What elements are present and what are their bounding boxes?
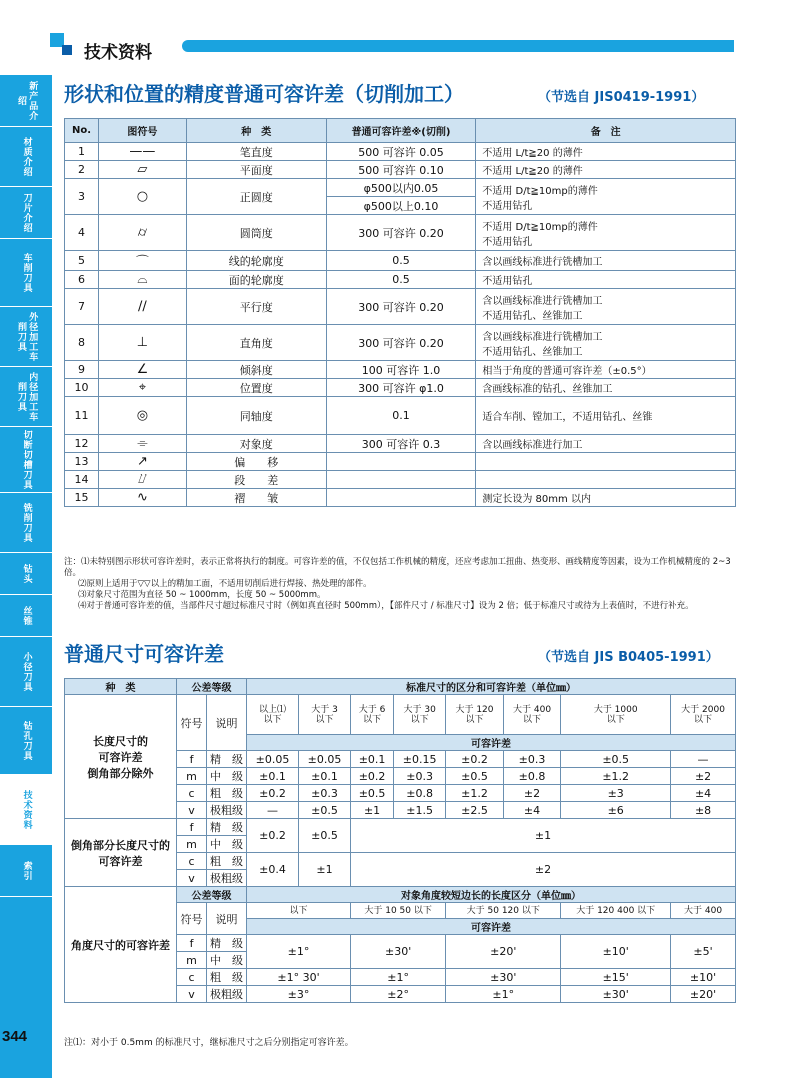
tolerance-kind: 圆筒度	[186, 215, 326, 251]
table-row	[65, 397, 736, 435]
sidebar-item[interactable]: 丝锥	[0, 595, 52, 637]
tolerance-value: ±1.2	[446, 785, 504, 802]
grade-symbol: f	[177, 751, 207, 768]
tolerance-value: ±10'	[671, 969, 736, 986]
tolerance-value: ±1	[299, 853, 351, 887]
tolerance-kind: 位置度	[186, 379, 326, 397]
range-header: 大于 6 以下	[351, 695, 394, 735]
tolerance-header: 可容许差	[247, 735, 736, 751]
tolerance-value	[326, 471, 476, 489]
grade-description: 中 级	[207, 836, 247, 853]
angle-tolerance-label: 角度尺寸的可容许差	[65, 887, 177, 1003]
tolerance-kind: 线的轮廓度	[186, 251, 326, 271]
angle-range: 大于 400	[671, 903, 736, 919]
range-header: 大于 2000 以下	[671, 695, 736, 735]
tolerance-value: ±3°	[247, 986, 351, 1003]
grade-description: 粗 级	[207, 785, 247, 802]
header-description: 说明	[207, 903, 247, 935]
tolerance-value: ±0.5	[351, 785, 394, 802]
note-line: ⑷对于普通可容许差的值，当部件尺寸超过标准尺寸时（例如真直径时 500mm），【部件尺寸 / 标准尺寸】设为 2 倍；低于标准尺寸或待为上表值时，不进行补充。	[78, 601, 694, 611]
row-number: 14	[65, 471, 99, 489]
row-note: 适合车削、镗加工，不适用钻孔、丝锥	[476, 397, 736, 435]
column-header: 种 类	[186, 119, 326, 143]
tolerance-kind: 平行度	[186, 289, 326, 325]
tolerance-value: ±4	[503, 802, 561, 819]
tolerance-value: ±0.05	[299, 751, 351, 768]
row-note: 含画线标准的钻孔、丝锥加工	[476, 379, 736, 397]
column-header: 图符号	[98, 119, 186, 143]
tolerance-value: ±0.2	[247, 819, 299, 853]
row-note: 含以画线标准进行铣槽加工 不适用钻孔、丝锥加工	[476, 289, 736, 325]
row-note: 不适用 L/t≧20 的薄件	[476, 143, 736, 161]
grade-symbol: m	[177, 952, 207, 969]
row-number: 4	[65, 215, 99, 251]
row-note: 含以画线标准进行铣槽加工	[476, 251, 736, 271]
header-grade: 公差等级	[177, 679, 247, 695]
table-row	[65, 379, 736, 397]
tolerance-value: ±0.1	[351, 751, 394, 768]
tolerance-value: 300 可容许 0.3	[326, 435, 476, 453]
tolerance-value: 0.5	[326, 251, 476, 271]
section2-source: （节选自 JIS B0405-1991）	[538, 650, 719, 665]
header-grade: 公差等级	[177, 887, 247, 903]
tolerance-value: ±1	[351, 819, 736, 853]
tolerance-kind: 直角度	[186, 325, 326, 361]
header-description: 说明	[207, 695, 247, 751]
geometric-symbol-icon: ○	[98, 179, 186, 215]
tolerance-value: ±0.1	[299, 768, 351, 785]
tolerance-value: ±1.2	[561, 768, 671, 785]
section1-notes	[64, 557, 736, 612]
tolerance-value: ±0.4	[247, 853, 299, 887]
sidebar-item[interactable]: 外径加工车削刀具	[0, 307, 52, 367]
tolerance-kind: 面的轮廓度	[186, 271, 326, 289]
grade-symbol: m	[177, 768, 207, 785]
tolerance-value	[326, 453, 476, 471]
grade-symbol: c	[177, 853, 207, 870]
geometric-symbol-icon: ⌭	[98, 215, 186, 251]
grade-description: 精 级	[207, 819, 247, 836]
tolerance-value: ±1° 30'	[247, 969, 351, 986]
grade-description: 粗 级	[207, 853, 247, 870]
page-header-title: 技术资料	[84, 43, 152, 63]
grade-description: 极粗级	[207, 986, 247, 1003]
row-number: 12	[65, 435, 99, 453]
table-row	[65, 361, 736, 379]
sidebar-item[interactable]: 刀片介绍	[0, 187, 52, 239]
tolerance-value: 500 可容许 0.10	[326, 161, 476, 179]
sidebar-item[interactable]: 技术资料	[0, 775, 52, 845]
tolerance-value: ±1°	[247, 935, 351, 969]
table-row	[65, 215, 736, 251]
tolerance-value: ±8	[671, 802, 736, 819]
tolerance-value: 300 可容许 0.20	[326, 325, 476, 361]
table-row	[65, 471, 736, 489]
tolerance-kind: 笔直度	[186, 143, 326, 161]
grade-description: 粗 级	[207, 969, 247, 986]
tolerance-value: 300 可容许 0.20	[326, 289, 476, 325]
tolerance-value: ±0.3	[394, 768, 446, 785]
table-row	[65, 435, 736, 453]
table-row	[65, 489, 736, 507]
tolerance-kind: 平面度	[186, 161, 326, 179]
row-number: 3	[65, 179, 99, 215]
tolerance-value: ±30'	[561, 986, 671, 1003]
row-note: 相当于角度的普通可容许差（±0.5°）	[476, 361, 736, 379]
geometric-symbol-icon: ▱	[98, 161, 186, 179]
sidebar-item[interactable]: 材质介绍	[0, 127, 52, 187]
geometric-symbol-icon: ⌓	[98, 271, 186, 289]
range-header: 大于 3 以下	[299, 695, 351, 735]
row-note: 含以画线标准进行加工	[476, 435, 736, 453]
tolerance-value: ±0.3	[503, 751, 561, 768]
table-row	[65, 887, 736, 903]
grade-symbol: v	[177, 986, 207, 1003]
tolerance-value: ±1°	[446, 986, 561, 1003]
length-tolerance-label: 长度尺寸的 可容许差 倒角部分除外	[65, 695, 177, 819]
tolerance-value: 500 可容许 0.05	[326, 143, 476, 161]
footnote: 注⑴：对小于 0.5mm 的标准尺寸，继标准尺寸之后分别指定可容许差。	[64, 1038, 354, 1048]
header-symbol: 符号	[177, 903, 207, 935]
section1-source: （节选自 JIS0419-1991）	[538, 90, 705, 105]
grade-description: 中 级	[207, 768, 247, 785]
dimension-tolerance-table	[64, 678, 736, 1003]
tolerance-value: ±4	[671, 785, 736, 802]
column-header: No.	[65, 119, 99, 143]
tolerance-value: ±0.5	[299, 819, 351, 853]
header-range: 标准尺寸的区分和可容许差（单位㎜）	[247, 679, 736, 695]
tolerance-value	[326, 489, 476, 507]
geometric-symbol-icon: ⊥	[98, 325, 186, 361]
tolerance-value: ±0.3	[299, 785, 351, 802]
header-square-dark	[62, 45, 72, 55]
grade-description: 极粗级	[207, 802, 247, 819]
range-header: 大于 400 以下	[503, 695, 561, 735]
geometric-symbol-icon: ∕∕	[98, 289, 186, 325]
tolerance-value: ±0.2	[247, 785, 299, 802]
tolerance-kind: 褶 皱	[186, 489, 326, 507]
tolerance-value: ±0.05	[247, 751, 299, 768]
table-row	[65, 695, 736, 735]
column-header: 备 注	[476, 119, 736, 143]
angle-range: 大于 10 50 以下	[351, 903, 446, 919]
range-header: 大于 120 以下	[446, 695, 504, 735]
tolerance-kind: 正圆度	[186, 179, 326, 215]
tolerance-value: ±0.8	[394, 785, 446, 802]
sidebar-item[interactable]: 车削刀具	[0, 239, 52, 307]
tolerance-value: ±6	[561, 802, 671, 819]
row-number: 15	[65, 489, 99, 507]
angle-range: 大于 120 400 以下	[561, 903, 671, 919]
row-note	[476, 471, 736, 489]
row-note: 不适用 D/t≧10mp的薄件 不适用钻孔	[476, 179, 736, 215]
tolerance-value: —	[247, 802, 299, 819]
chamfer-tolerance-label: 倒角部分长度尺寸的 可容许差	[65, 819, 177, 887]
sidebar-item[interactable]: 铣削刀具	[0, 493, 52, 553]
row-note: 不适用 D/t≧10mp的薄件 不适用钻孔	[476, 215, 736, 251]
grade-description: 中 级	[207, 952, 247, 969]
sidebar-item[interactable]: 钻孔刀具	[0, 707, 52, 775]
tolerance-value: ±1°	[351, 969, 446, 986]
table-row	[65, 819, 736, 836]
tolerance-value: ±10'	[561, 935, 671, 969]
tolerance-value: ±30'	[446, 969, 561, 986]
sidebar-item[interactable]: 钻头	[0, 553, 52, 595]
tolerance-kind: 同轴度	[186, 397, 326, 435]
tolerance-kind: 段 差	[186, 471, 326, 489]
range-header: 以上⑴ 以下	[247, 695, 299, 735]
note-line: 注：⑴未特别图示形状可容许差时，表示正常将执行的制度。可容许差的值，不仅包括工作机械的精度，还应考虑加工扭曲、热变形、画线精度等因素，设为工作机械精度的 2~3 倍。	[64, 557, 731, 578]
geometric-symbol-icon: ∠	[98, 361, 186, 379]
tolerance-value: ±15'	[561, 969, 671, 986]
tolerance-value: φ500以内0.05	[326, 179, 476, 197]
tolerance-value: —	[671, 751, 736, 768]
header-symbol: 符号	[177, 695, 207, 751]
row-note: 含以画线标准进行铣槽加工 不适用钻孔、丝锥加工	[476, 325, 736, 361]
row-note: 不适用 L/t≧20 的薄件	[476, 161, 736, 179]
table-row	[65, 161, 736, 179]
geometric-tolerance-table	[64, 118, 736, 507]
tolerance-kind: 倾斜度	[186, 361, 326, 379]
row-number: 6	[65, 271, 99, 289]
geometric-symbol-icon: ⌖	[98, 379, 186, 397]
note-line: ⑵原则上适用于▽▽以上的精加工面，不适用切削后进行焊接、热处理的部件。	[78, 579, 372, 589]
geometric-symbol-icon: ⌯	[98, 435, 186, 453]
tolerance-value: ±30'	[351, 935, 446, 969]
table-row	[65, 143, 736, 161]
geometric-symbol-icon: ↗	[98, 453, 186, 471]
tolerance-value: ±0.8	[503, 768, 561, 785]
sidebar-item[interactable]: 内径加工车削刀具	[0, 367, 52, 427]
grade-symbol: c	[177, 969, 207, 986]
tolerance-value: ±0.15	[394, 751, 446, 768]
grade-description: 精 级	[207, 751, 247, 768]
sidebar-item[interactable]: 小径刀具	[0, 637, 52, 707]
row-number: 11	[65, 397, 99, 435]
tolerance-value: ±0.5	[561, 751, 671, 768]
header-bar	[182, 40, 734, 52]
angle-range: 大于 50 120 以下	[446, 903, 561, 919]
tolerance-value: ±20'	[446, 935, 561, 969]
table-row	[65, 271, 736, 289]
geometric-symbol-icon: ——	[98, 143, 186, 161]
row-number: 10	[65, 379, 99, 397]
tolerance-value: ±0.2	[351, 768, 394, 785]
tolerance-value: ±0.5	[299, 802, 351, 819]
tolerance-value: ±0.1	[247, 768, 299, 785]
row-number: 1	[65, 143, 99, 161]
tolerance-value: ±1	[351, 802, 394, 819]
tolerance-value: 0.5	[326, 271, 476, 289]
table-row	[65, 679, 736, 695]
tolerance-kind: 对象度	[186, 435, 326, 453]
header-kind: 种 类	[65, 679, 177, 695]
tolerance-header: 可容许差	[247, 919, 736, 935]
angle-range-header: 对象角度较短边长的长度区分（单位㎜）	[247, 887, 736, 903]
row-note	[476, 453, 736, 471]
grade-symbol: v	[177, 802, 207, 819]
row-number: 13	[65, 453, 99, 471]
grade-symbol: v	[177, 870, 207, 887]
tolerance-value: ±2°	[351, 986, 446, 1003]
row-number: 9	[65, 361, 99, 379]
table-row	[65, 325, 736, 361]
row-number: 7	[65, 289, 99, 325]
geometric-symbol-icon: ⌰	[98, 471, 186, 489]
tolerance-value: ±2.5	[446, 802, 504, 819]
row-number: 2	[65, 161, 99, 179]
tolerance-value: ±0.5	[446, 768, 504, 785]
sidebar-item[interactable]: 索引	[0, 845, 52, 897]
tolerance-value: ±2	[503, 785, 561, 802]
tolerance-kind: 偏 移	[186, 453, 326, 471]
tolerance-value: 300 可容许 0.20	[326, 215, 476, 251]
row-number: 8	[65, 325, 99, 361]
geometric-symbol-icon: ∿	[98, 489, 186, 507]
tolerance-value: ±2	[351, 853, 736, 887]
grade-description: 精 级	[207, 935, 247, 952]
tolerance-value: ±2	[671, 768, 736, 785]
grade-symbol: f	[177, 819, 207, 836]
geometric-symbol-icon: ◎	[98, 397, 186, 435]
tolerance-value: ±20'	[671, 986, 736, 1003]
table-row	[65, 179, 736, 197]
section2-title: 普通尺寸可容许差	[64, 642, 224, 666]
sidebar	[0, 75, 52, 1078]
grade-description: 极粗级	[207, 870, 247, 887]
tolerance-value: 300 可容许 φ1.0	[326, 379, 476, 397]
tolerance-value: ±1.5	[394, 802, 446, 819]
geometric-symbol-icon: ⌒	[98, 251, 186, 271]
grade-symbol: m	[177, 836, 207, 853]
tolerance-value: φ500以上0.10	[326, 197, 476, 215]
tolerance-value: 100 可容许 1.0	[326, 361, 476, 379]
sidebar-item[interactable]: 切断切槽刀具	[0, 427, 52, 493]
sidebar-item[interactable]: 新产品介绍	[0, 75, 52, 127]
section1-title: 形状和位置的精度普通可容许差（切削加工）	[64, 82, 464, 106]
row-note: 不适用钻孔	[476, 271, 736, 289]
grade-symbol: c	[177, 785, 207, 802]
table-row	[65, 251, 736, 271]
tolerance-value: ±5'	[671, 935, 736, 969]
row-note: 测定长设为 80mm 以内	[476, 489, 736, 507]
column-header: 普通可容许差※(切削)	[326, 119, 476, 143]
range-header: 大于 30 以下	[394, 695, 446, 735]
tolerance-value: ±0.2	[446, 751, 504, 768]
tolerance-value: 0.1	[326, 397, 476, 435]
grade-symbol: f	[177, 935, 207, 952]
table-row	[65, 289, 736, 325]
tolerance-value: ±3	[561, 785, 671, 802]
row-number: 5	[65, 251, 99, 271]
table-row	[65, 453, 736, 471]
angle-range: 以下	[247, 903, 351, 919]
note-line: ⑶对象尺寸范围为直径 50 ~ 1000mm，长度 50 ~ 5000mm。	[78, 590, 326, 600]
range-header: 大于 1000 以下	[561, 695, 671, 735]
page-number: 344	[2, 1028, 28, 1045]
